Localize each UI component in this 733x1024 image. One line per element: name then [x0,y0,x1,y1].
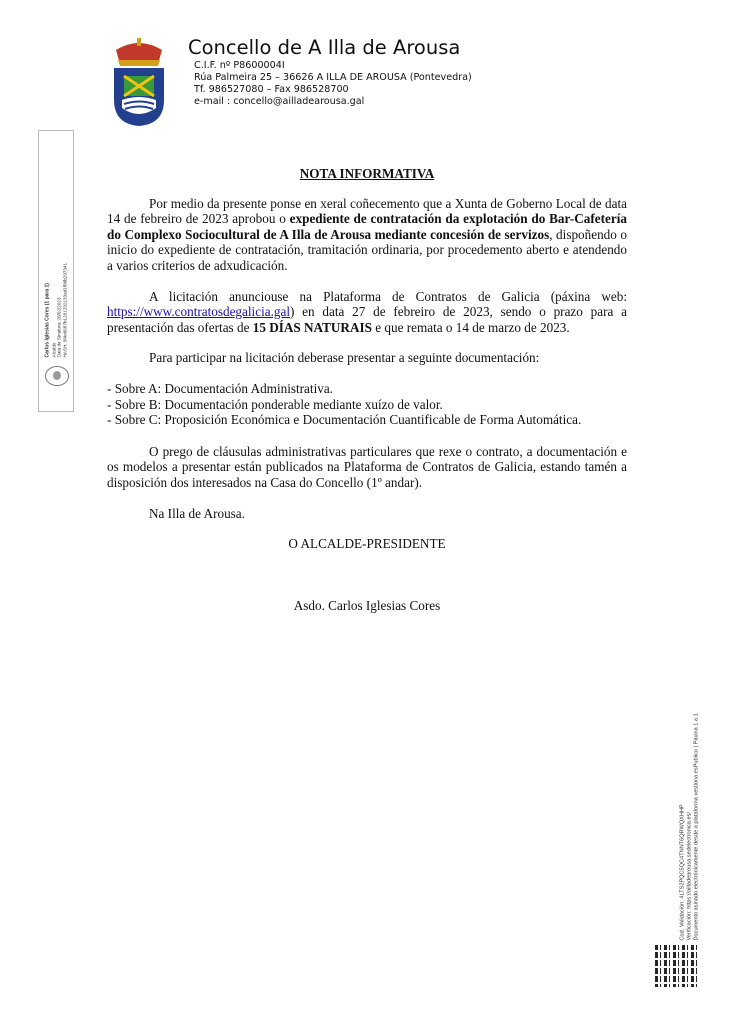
address: Rúa Palmeira 25 – 36626 A ILLA DE AROUSA (Pontevedra) [194,72,472,83]
deadline-days: 15 DÍAS NATURAIS [252,319,372,335]
qr-code-icon [655,945,697,987]
seal-icon [45,366,69,386]
text: A licitación anunciouse na Plataforma de Contratos de Galicia (páxina web: [149,288,627,304]
signature-details [45,148,68,358]
validation-code: Cod. Validación: 4LTS2PQC5QC4TNNT6QRWQXHHP [679,804,686,941]
contract-subject: expediente de contratación da explotación do Bar-Cafetería do Complexo Sociocultural de A Illa de Arousa mediante concesión de servizos [107,211,627,242]
document-body [107,166,627,613]
list-item: - Sobre B: Documentación ponderable mediante xuízo de valor. [107,396,443,412]
documents-list [107,381,627,428]
email: e-mail : concello@ailladearousa.gal [194,96,365,107]
paragraph-tender [107,289,627,336]
signer-title: O ALCALDE-PRESIDENTE [288,536,446,552]
text: ) en data 27 de febreiro de 2023, sendo o prazo para a presentación das ofertas de [107,304,627,335]
verification-url[interactable]: Verificación: https://ailladearousa.sedelectronica.es/ [686,812,693,941]
organization-name: Concello de A Illa de Arousa [188,36,461,59]
signature-hash: HASH: 5f4e8587b1201292133ad1f86b297341 [62,262,67,358]
text: e que remata o 14 de marzo de 2023. [371,319,570,335]
list-item: - Sobre C: Proposición Económica e Documentación Cuantificable de Forma Automática. [107,412,582,428]
paragraph-approval [107,196,627,274]
signed-by: Asdo. Carlos Iglesias Cores [293,597,441,613]
contracts-platform-link[interactable]: https://www.contratosdegalicia.gal [107,304,290,320]
cif: C.I.F. nº P8600004I [194,60,285,71]
paragraph-publication: O prego de cláusulas administrativas particulares que rexe o contrato, a documentación e os modelos a presentar están publicados na Plataforma de Contratos de Galicia, estando tamén a disposición dos interesados na Casa do Concello (1º andar). [107,443,627,490]
esign-note: Documento asinado electrónicamente desde a plataforma xestiona esPublico | Páxina 1 a 1 [693,713,700,941]
place: Na Illa de Arousa. [149,505,245,521]
validation-footer [680,641,701,941]
signature-date: Data de Sinatura: 28/02/2023 [56,297,62,358]
paragraph-requirements: Para participar na licitación deberase presentar a seguinte documentación: [149,350,540,366]
text: , dispoñendo o inicio do expediente de contratación, tramitación ordinaria, por procedemento aberto e atendendo a varios criterios de adxudicación. [107,226,627,273]
signer-role: Alcalde [51,342,56,358]
electronic-signature-box [38,130,74,412]
document-title: NOTA INFORMATIVA [299,166,435,181]
phone-fax: Tf. 986527080 – Fax 986528700 [194,84,349,95]
list-item: - Sobre A: Documentación Administrativa. [107,380,333,396]
organization-header [188,36,472,108]
text: Por medio da presente ponse en xeral coñecemento que a Xunta de Goberno Local de data 14 de febreiro de 2023 aprobou o [107,195,627,227]
signer: Carlos Iglesias Cores (1 para 1) [44,283,51,358]
coat-of-arms-logo [108,38,170,128]
